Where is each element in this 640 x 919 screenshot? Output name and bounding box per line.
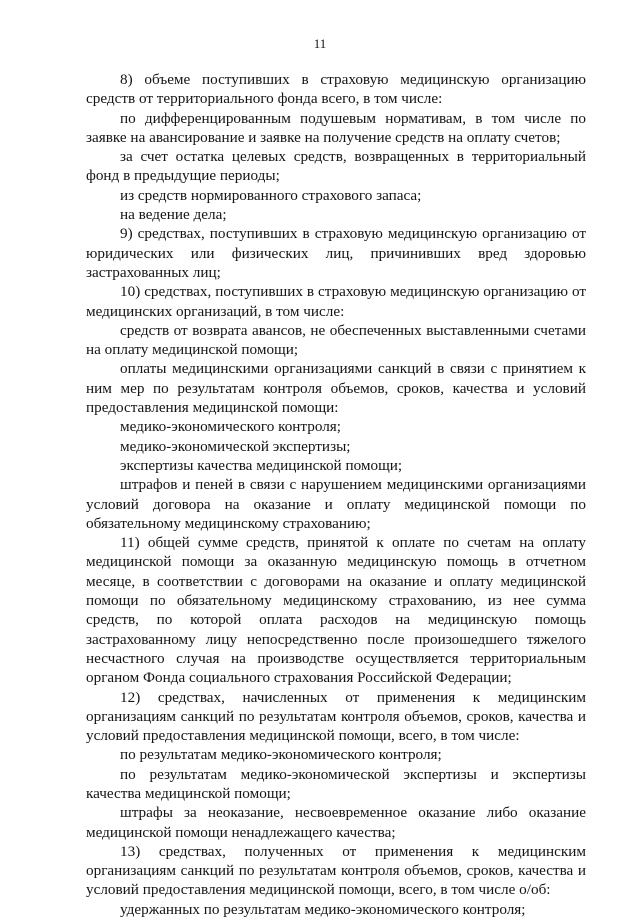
paragraph: медико-экономической экспертизы; [120,437,351,455]
paragraph: 9) средствах, поступивших в страховую медицинскую организацию от юридических или физических лиц, причинивших вред здоровью застрахованных лиц; [86,225,586,281]
paragraph: медико-экономического контроля; [120,418,342,436]
document-body [86,70,586,919]
paragraph: штрафы за неоказание, несвоевременное оказание либо оказание медицинской помощи ненадлежащего качества; [86,804,586,841]
paragraph: оплаты медицинскими организациями санкций в связи с принятием к ним мер по результатам контроля объемов, сроков, качества и условий предоставления медицинской помощи: [86,360,586,417]
paragraph: 11) общей сумме средств, принятой к оплате по счетам на оплату медицинской помощи за оказанную медицинскую помощь в отчетном месяце, в соответствии с договорами на оказание и оплату медицинской помощи по обязательному медицинскому страхованию, из нее сумма средств, по которой оплата расходов на медицинскую помощь застрахованному лицу непосредственно после произошедшего тяжелого несчастного случая на производстве осуществляется территориальным органом Фонда социального страхования Российской Федерации; [86,534,586,687]
page-number: 11 [313,36,327,51]
paragraph: экспертизы качества медицинской помощи; [120,456,403,474]
paragraph: 12) средствах, начисленных от применения к медицинским организациям санкций по результатам контроля объемов, сроков, качества и условий предоставления медицинской помощи, всего, в том числе: [86,688,586,745]
paragraph: на ведение дела; [120,206,227,224]
paragraph: по дифференцированным подушевым нормативам, в том числе по заявке на авансирование и заявке на получение средств на оплату счетов; [86,109,586,146]
paragraph: из средств нормированного страхового запаса; [120,186,422,204]
paragraph: 13) средствах, полученных от применения к медицинским организациям санкций по результатам контроля объемов, сроков, качества и условий предоставления медицинской помощи, всего, в том числе о/об: [86,842,586,899]
paragraph: 10) средствах, поступивших в страховую медицинскую организацию от медицинских организаций, в том числе: [86,283,586,320]
paragraph: удержанных по результатам медико-экономического контроля; [120,900,526,918]
paragraph: за счет остатка целевых средств, возвращенных в территориальный фонд в предыдущие периоды; [86,148,586,185]
paragraph: по результатам медико-экономического контроля; [120,746,442,764]
paragraph: штрафов и пеней в связи с нарушением медицинскими организациями условий договора на оказание и оплату медицинской помощи по обязательному медицинскому страхованию; [86,476,586,532]
paragraph: средств от возврата авансов, не обеспеченных выставленными счетами на оплату медицинской помощи; [86,321,586,359]
paragraph: 8) объеме поступивших в страховую медицинскую организацию средств от территориального фонда всего, в том числе: [86,71,586,108]
paragraph: по результатам медико-экономической экспертизы и экспертизы качества медицинской помощи; [86,765,586,802]
